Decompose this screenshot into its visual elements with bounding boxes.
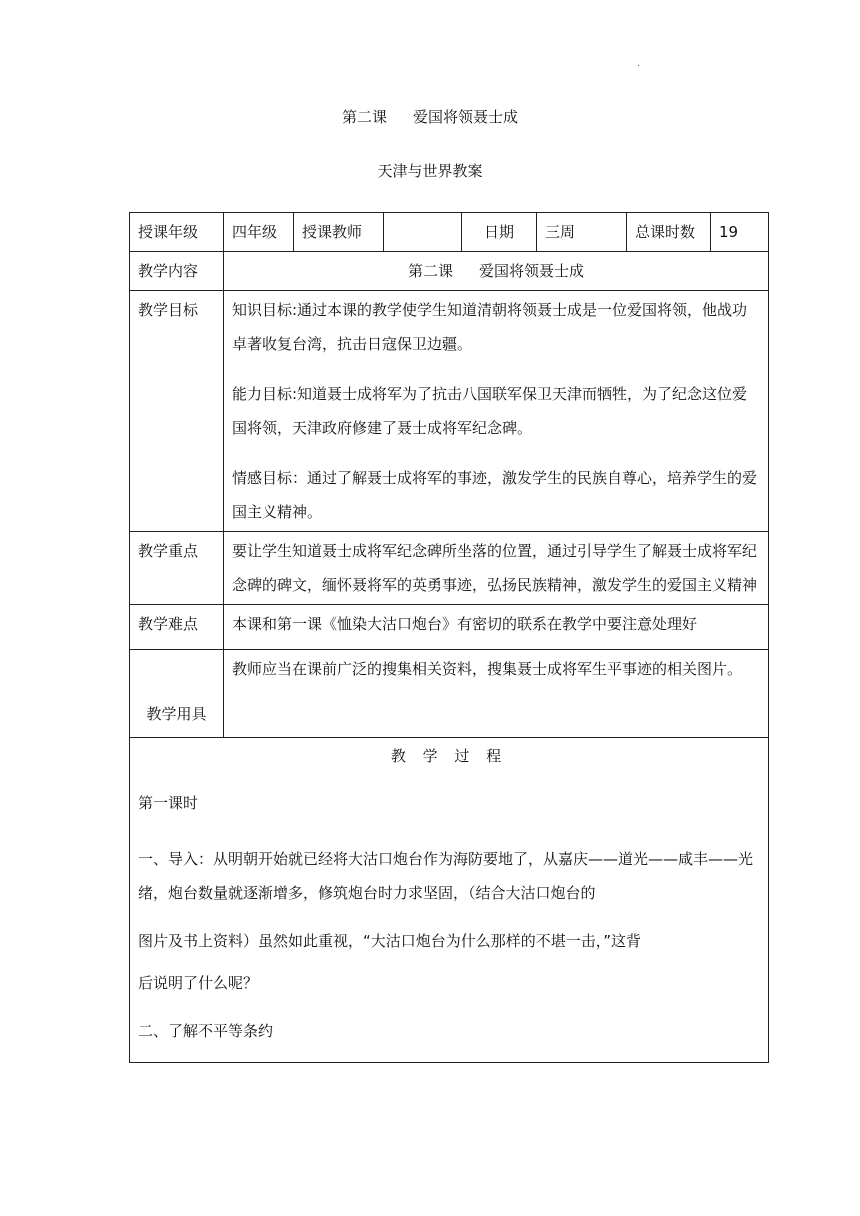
goals-label: 教学目标 [130,291,224,532]
tools-row [130,650,769,738]
title-name: 爱国将领聂士成 [413,108,519,126]
date-value: 三周 [537,213,627,252]
difficulties-label: 教学难点 [130,605,224,650]
document-subtitle: 天津与世界教案 [377,162,483,180]
goals-value [224,291,769,532]
process-cell [130,738,769,1063]
difficulties-value: 本课和第一课《恤染大沽口炮台》有密切的联系在教学中要注意处理好 [224,605,769,650]
content-name: 爱国将领聂士成 [479,262,585,280]
teacher-value [384,213,462,252]
process-intro-3: 后说明了什么呢？ [138,974,259,992]
process-intro-2: 图片及书上资料）虽然如此重视，“大沽口炮台为什么那样的不堪一击，”这背 [138,932,642,950]
process-section-2: 二、了解不平等条约 [138,1022,274,1040]
info-row [130,213,769,252]
tools-value: 教师应当在课前广泛的搜集相关资料，搜集聂士成将军生平事迹的相关图片。 [224,650,769,738]
process-period: 第一课时 [138,794,199,812]
teacher-label: 授课教师 [294,213,384,252]
process-heading: 教 学 过 程 [390,747,508,765]
key-points-label: 教学重点 [130,532,224,605]
difficulties-row [130,605,769,650]
key-points-value: 要让学生知道聂士成将军纪念碑所坐落的位置，通过引导学生了解聂士成将军纪念碑的碑文，缅怀聂将军的英勇事迹，弘扬民族精神，激发学生的爱国主义精神 [224,532,769,605]
hours-value: 19 [711,213,769,252]
process-row [130,738,769,1063]
document-title [0,106,860,127]
title-lesson: 第二课 [341,108,387,126]
goals-row [130,291,769,532]
content-value [224,252,769,291]
date-label: 日期 [462,213,537,252]
goal-emotion: 情感目标：通过了解聂士成将军的事迹，激发学生的民族自尊心，培养学生的爱国主义精神。 [232,469,758,521]
hours-label: 总课时数 [627,213,711,252]
lesson-plan-table [129,212,769,1063]
content-row [130,252,769,291]
tools-label: 教学用具 [130,650,224,738]
grade-value: 四年级 [224,213,294,252]
content-lesson: 第二课 [407,262,453,280]
goal-knowledge: 知识目标:通过本课的教学使学生知道清朝将领聂士成是一位爱国将领，他战功卓著收复台湾，抗击日寇保卫边疆。 [232,301,748,353]
goal-ability: 能力目标:知道聂士成将军为了抗击八国联军保卫天津而牺牲，为了纪念这位爱国将领，天津政府修建了聂士成将军纪念碑。 [232,385,748,437]
content-label: 教学内容 [130,252,224,291]
process-intro-1: 一、导入：从明朝开始就已经将大沽口炮台作为海防要地了，从嘉庆——道光——咸丰——光绪，炮台数量就逐渐增多，修筑炮台时力求坚固，（结合大沽口炮台的 [138,850,754,902]
key-points-row [130,532,769,605]
corner-mark: . [637,58,641,69]
grade-label: 授课年级 [130,213,224,252]
